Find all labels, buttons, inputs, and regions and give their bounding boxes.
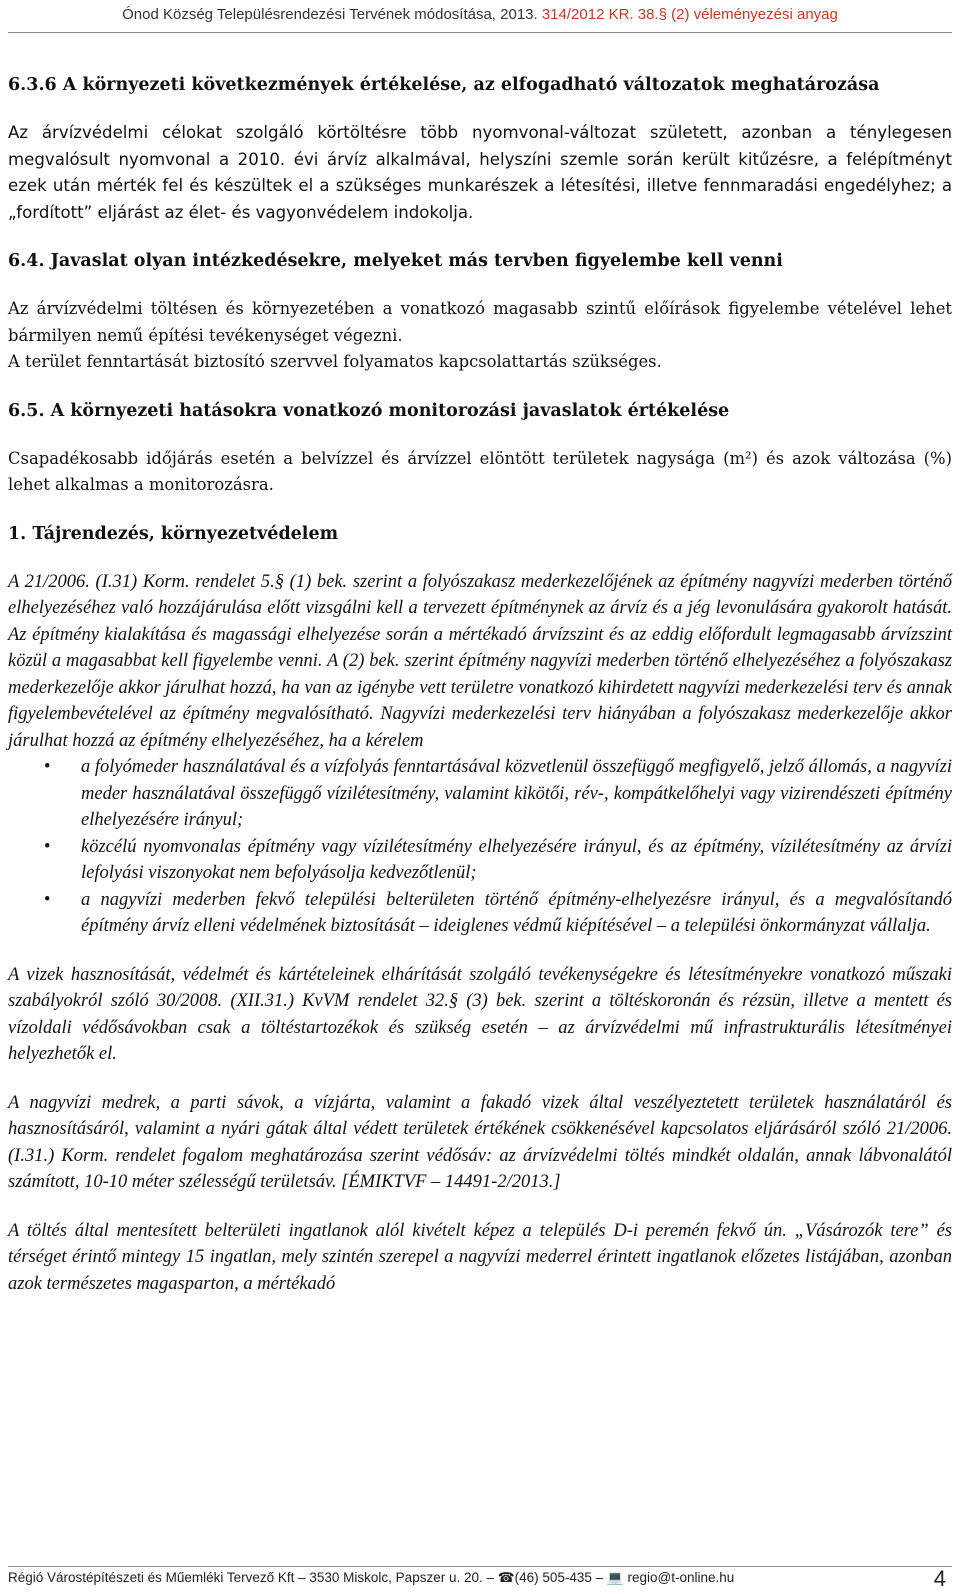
document-body [8,60,952,1297]
section-64-text-1: Az árvízvédelmi töltésen és környezetében a vonatkozó magasabb szintű előírások figyelembe vételével lehet bármilyen nemű építési tevékenységet végezni. [8,299,952,345]
computer-icon: 💻 [606,1570,624,1585]
section-65-text: Csapadékosabb időjárás esetén a belvízzel és árvízzel elöntött területek nagysága (m²) és azok változása (%) lehet alkalmas a monitorozásra. [8,448,952,494]
section-64-text-2: A terület fenntartását biztosító szervvel folyamatos kapcsolattartás szükséges. [8,352,662,371]
footer-email[interactable]: regio@t-online.hu [627,1570,735,1585]
header-subtitle: 314/2012 KR. 38.§ (2) véleményezési anyag [541,6,838,23]
section-1-paragraph-4: A töltés által mentesített belterületi ingatlanok alól kivételt képez a település D-i peremén fekvő ún. „Vásározók tere” és térséget érintő mintegy 15 ingatlan, mely szintén szerepel a nagyvízi mederrel érintett ingatlanok előzetes listájában, azonban azok természetes magasparton, a mértékadó [8,1220,952,1294]
section-1-paragraph-3: A nagyvízi medrek, a parti sávok, a vízjárta, valamint a fakadó vizek által veszélyeztetett területek használatáról és hasznosításáról, valamint a nyári gátak által védett területek értékének csökkenésével kapcsolatos eljárásáról szóló 21/2006. (I.31.) Korm. rendelet fogalom meghatározása szerint védősáv: az árvízvédelmi töltés mindkét oldalán, annak lábvonalától számított, 10-10 méter szélességű területsáv. [ÉMIKTVF – 14491-2/2013.] [8,1092,952,1192]
header-divider [8,32,952,33]
list-item: • a nagyvízi mederben fekvő települési belterületen történő építmény-elhelyezésre irányul, és a megvalósítandó építmény árvíz elleni védelmének biztosítását – ideiglenes védmű kiépítésével – a települési önkormányzat vállalja. [8,887,952,940]
section-64-title: 6.4. Javaslat olyan intézkedésekre, melyeket más tervben figyelembe kell venni [8,251,783,271]
bullet-list [8,754,952,940]
page-header [0,0,960,44]
bullet-icon: • [44,889,51,910]
header-title: Ónod Község Településrendezési Tervének módosítása, 2013. [122,6,538,23]
section-1-paragraph-1: A 21/2006. (I.31) Korm. rendelet 5.§ (1) bek. szerint a folyószakasz mederkezelőjének az építmény nagyvízi mederben történő elhelyezéséhez való hozzájárulása előtt vizsgálni kell a tervezett építménynek az árvíz és a jég levonulására gyakorolt hatását. Az építmény kialakítása és magassági elhelyezése során a mértékadó árvízszint és az eddig előfordult legmagasabb árvízszint közül a magasabbat kell figyelembe venni. A (2) bek. szerint építmény nagyvízi mederben történő elhelyezéséhez a folyószakasz mederkezelője akkor járulhat hozzá, ha van az igénybe vett területre vonatkozó kihirdetett nagyvízi mederkezelési terv és annak figyelembevételével az építmény megvalósítható. Nagyvízi mederkezelési terv hiányában a folyószakasz mederkezelője akkor járulhat hozzá az építmény elhelyezéséhez, ha a kérelem [8,571,952,751]
bullet-icon: • [44,757,51,777]
list-item: • közcélú nyomvonalas építmény vagy vízilétesítmény elhelyezésére irányul, és az építmény, vízilétesítmény az árvízi lefolyási viszonyokat nem befolyásolja kedvezőtlenül; [8,834,952,887]
bullet-icon: • [44,836,51,857]
footer-phone: (46) 505-435 – [514,1570,604,1585]
phone-icon: ☎ [497,1570,515,1585]
footer-company: Régió Várostépítészeti és Műemléki Tervező Kft – 3530 Miskolc, Papszer u. 20. – [8,1570,494,1585]
page-footer [8,1570,734,1586]
section-65-title: 6.5. A környezeti hatásokra vonatkozó monitorozási javaslatok értékelése [8,400,730,421]
section-636-text: Az árvízvédelmi célokat szolgáló körtöltésre több nyomvonal-változat született, azonban a ténylegesen megvalósult nyomvonal a 2010. évi árvíz alkalmával, helyszíni szemle során került kitűzésre, a felépítményt ezek után mérték fel és készültek el a szükséges munkarészek a létesítési, illetve fennmaradási engedélyhez; a „fordított” eljárást az élet- és vagyonvédelem indokolja. [8,123,952,222]
section-1-title: 1. Tájrendezés, környezetvédelem [8,523,339,544]
list-item: • a folyómeder használatával és a vízfolyás fenntartásával közvetlenül összefüggő megfigyelő, jelző állomás, a nagyvízi meder használatával összefüggő vízilétesítmény, valamint kikötői, rév-, kompátkelőhelyi vagy vizirendészeti építmény elhelyezésére irányul; [8,754,952,834]
section-1-paragraph-2: A vizek hasznosítását, védelmét és kártételeinek elhárítását szolgáló tevékenységekre és létesítményekre vonatkozó műszaki szabályokról szóló 30/2008. (XII.31.) KvVM rendelet 32.§ (3) bek. szerint a töltéskoronán és rézsün, illetve a mentett és vízoldali védősávokban csak a töltéstartozékok és szükség esetén – az árvízvédelmi mű infrastrukturális létesítményei helyezhetők el. [8,964,952,1064]
page-number: 4 [933,1566,946,1591]
footer-divider [8,1566,952,1567]
section-636-title: 6.3.6 A környezeti következmények értékelése, az elfogadható változatok meghatározása [8,75,880,95]
